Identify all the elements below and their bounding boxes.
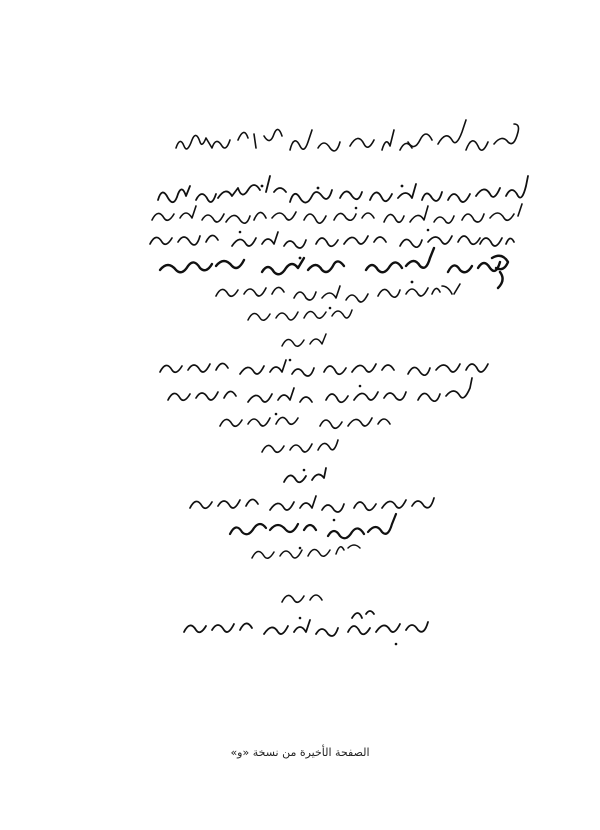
manuscript-line-8 — [282, 334, 326, 346]
manuscript-line-5 — [160, 248, 508, 288]
manuscript-line-16 — [252, 545, 360, 558]
manuscript-line-1 — [176, 120, 519, 151]
manuscript-line-2 — [158, 176, 528, 203]
page-caption: الصفحة الأخيرة من نسخة «و» — [230, 746, 370, 759]
manuscript-line-7 — [248, 310, 352, 320]
manuscript-line-18 — [184, 611, 428, 636]
manuscript-line-4 — [150, 232, 514, 248]
manuscript-line-11 — [220, 417, 390, 428]
manuscript-line-9 — [160, 360, 488, 376]
manuscript-line-12 — [262, 440, 338, 452]
manuscript-line-14 — [190, 496, 434, 512]
manuscript-line-6 — [216, 284, 460, 302]
manuscript-dots — [239, 185, 430, 646]
manuscript-line-17 — [282, 595, 322, 602]
manuscript-line-15 — [230, 514, 396, 538]
manuscript-line-3 — [152, 204, 522, 223]
manuscript-line-10 — [168, 378, 472, 402]
